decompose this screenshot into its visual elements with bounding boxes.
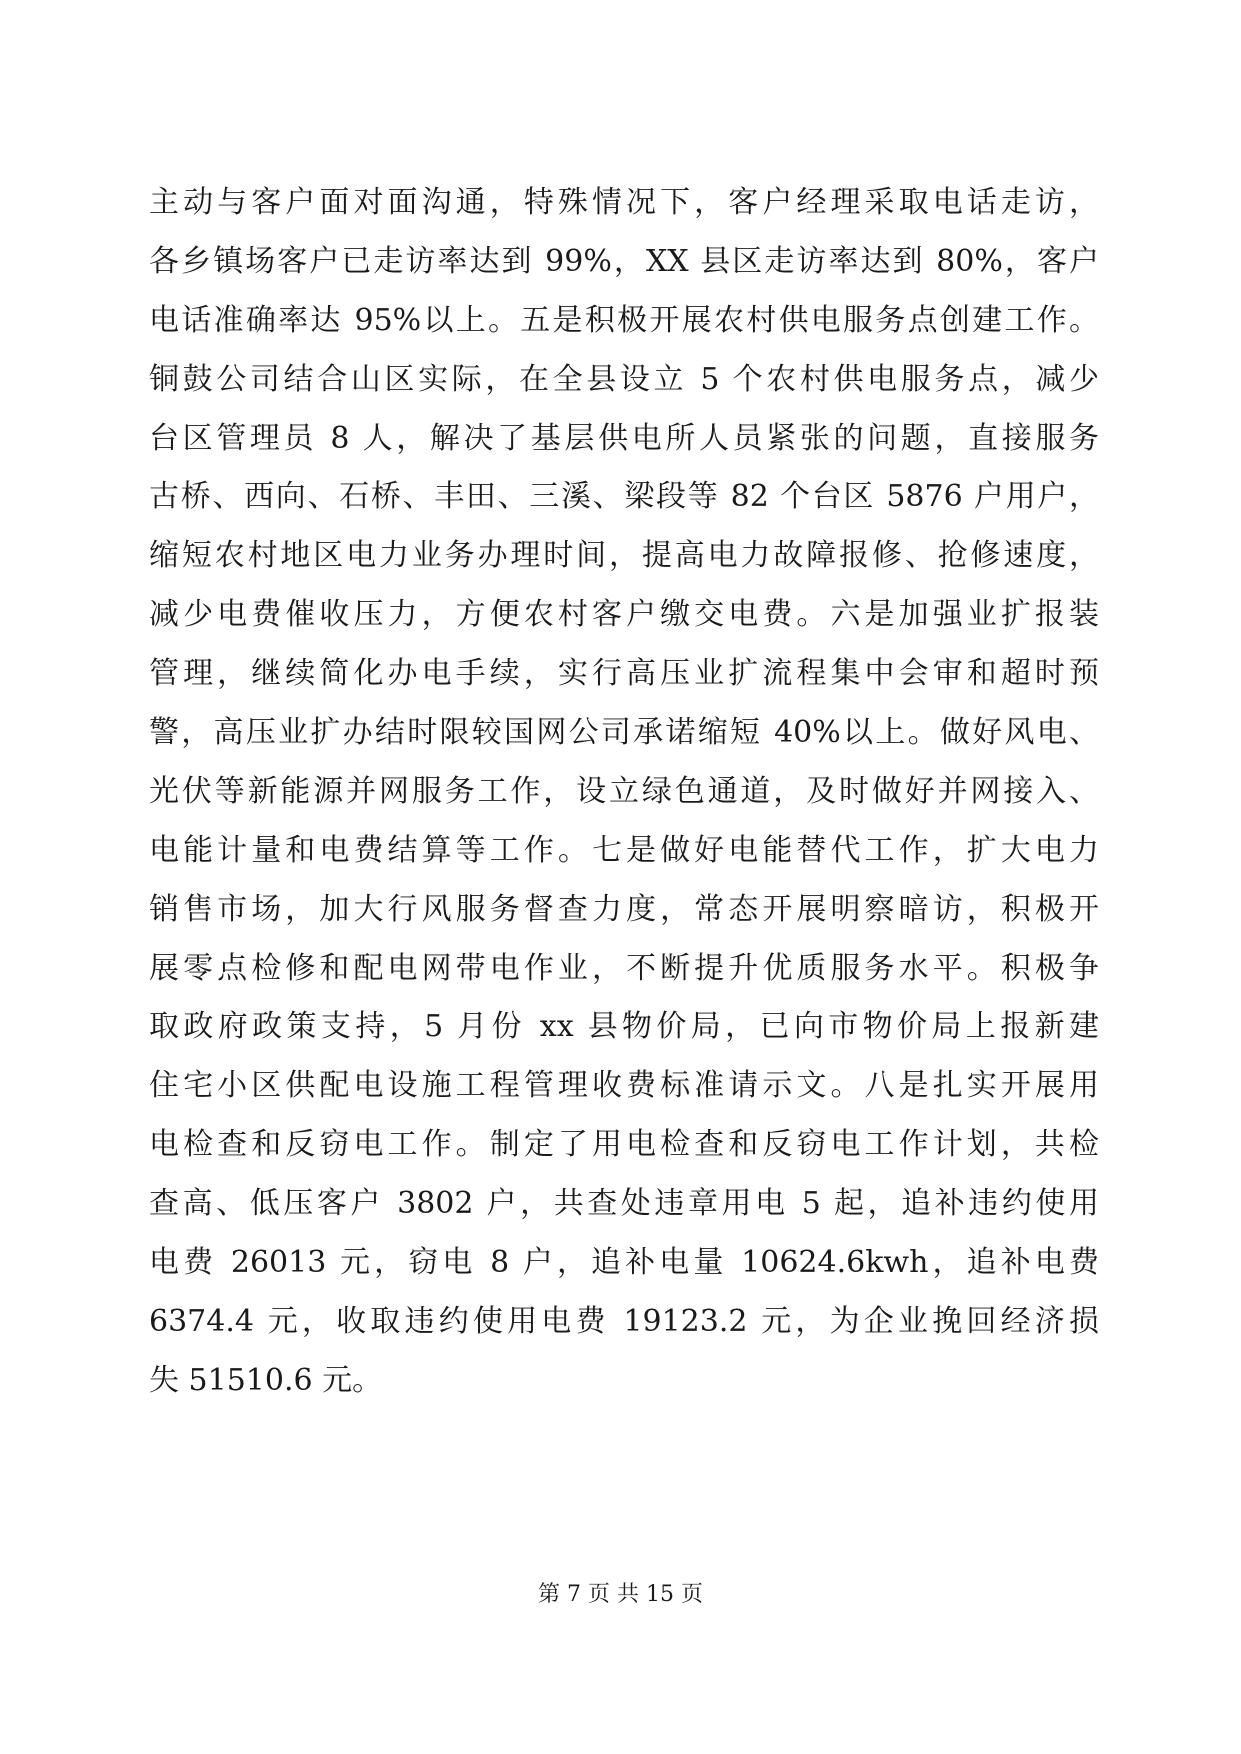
- text-line: 电能计量和电费结算等工作。七是做好电能替代工作，扩大电力: [149, 832, 1099, 868]
- text-line: 销售市场，加大行风服务督查力度，常态开展明察暗访，积极开: [149, 891, 1099, 927]
- text-line: 各乡镇场客户已走访率达到 99%，XX 县区走访率达到 80%，客户: [149, 243, 1099, 279]
- text-line: 缩短农村地区电力业务办理时间，提高电力故障报修、抢修速度，: [149, 538, 1099, 574]
- text-line: 主动与客户面对面沟通，特殊情况下，客户经理采取电话走访，: [149, 185, 1099, 220]
- text-line: 电话准确率达 95%以上。五是积极开展农村供电服务点创建工作。: [149, 302, 1099, 338]
- text-line: 取政府政策支持，5 月份 xx 县物价局，已向市物价局上报新建: [149, 1009, 1099, 1045]
- text-line: 展零点检修和配电网带电作业，不断提升优质服务水平。积极争: [149, 950, 1099, 986]
- body-paragraph: [149, 174, 1099, 1411]
- text-line: 住宅小区供配电设施工程管理收费标准请示文。八是扎实开展用: [149, 1068, 1099, 1104]
- text-line: 铜鼓公司结合山区实际，在全县设立 5 个农村供电服务点，减少: [149, 361, 1099, 397]
- text-line: 台区管理员 8 人，解决了基层供电所人员紧张的问题，直接服务: [149, 420, 1099, 456]
- text-line: 电检查和反窃电工作。制定了用电检查和反窃电工作计划，共检: [149, 1127, 1099, 1163]
- text-line: 6374.4 元，收取违约使用电费 19123.2 元，为企业挽回经济损: [149, 1303, 1099, 1339]
- text-line: 电费 26013 元，窃电 8 户，追补电量 10624.6kwh，追补电费: [149, 1245, 1099, 1281]
- text-line: 古桥、西向、石桥、丰田、三溪、梁段等 82 个台区 5876 户用户，: [149, 479, 1099, 515]
- text-line: 失 51510.6 元。: [149, 1362, 383, 1398]
- text-line: 减少电费催收压力，方便农村客户缴交电费。六是加强业扩报装: [149, 597, 1099, 633]
- text-line: 警，高压业扩办结时限较国网公司承诺缩短 40%以上。做好风电、: [149, 715, 1099, 751]
- text-line: 查高、低压客户 3802 户，共查处违章用电 5 起，追补违约使用: [149, 1186, 1099, 1222]
- page-number-footer: 第 7 页 共 15 页: [538, 1582, 703, 1607]
- text-line: 光伏等新能源并网服务工作，设立绿色通道，及时做好并网接入、: [149, 773, 1099, 809]
- text-line: 管理，继续简化办电手续，实行高压业扩流程集中会审和超时预: [149, 656, 1099, 692]
